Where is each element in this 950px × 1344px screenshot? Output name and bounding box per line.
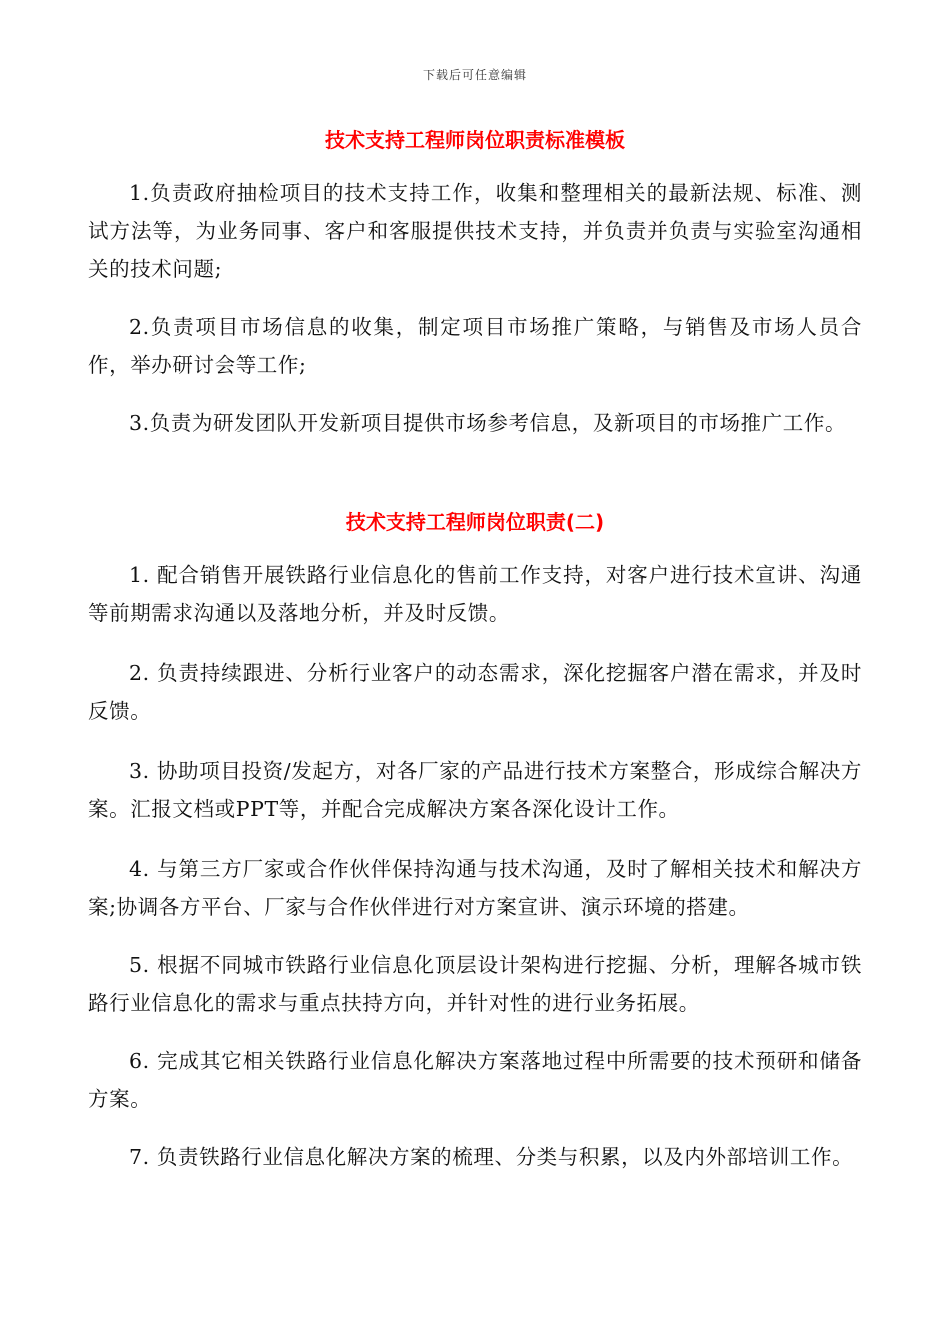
section-2-paragraph-1: 1. 配合销售开展铁路行业信息化的售前工作支持，对客户进行技术宣讲、沟通等前期需求沟通以及落地分析，并及时反馈。 [88, 563, 862, 625]
section-2-paragraph-2: 2. 负责持续跟进、分析行业客户的动态需求，深化挖掘客户潜在需求，并及时反馈。 [88, 661, 862, 723]
section-title-1: 技术支持工程师岗位职责标准模板 [325, 128, 625, 152]
section-1-paragraph-2: 2.负责项目市场信息的收集，制定项目市场推广策略，与销售及市场人员合作，举办研讨会等工作; [88, 315, 862, 377]
section-2-paragraph-3: 3. 协助项目投资/发起方，对各厂家的产品进行技术方案整合，形成综合解决方案。汇报文档或PPT等，并配合完成解决方案各深化设计工作。 [88, 759, 862, 821]
section-1-paragraph-3: 3.负责为研发团队开发新项目提供市场参考信息，及新项目的市场推广工作。 [129, 411, 847, 435]
section-1-paragraph-1: 1.负责政府抽检项目的技术支持工作，收集和整理相关的最新法规、标准、测试方法等，为业务同事、客户和客服提供技术支持，并负责并负责与实验室沟通相关的技术问题; [88, 181, 862, 281]
section-2-paragraph-4: 4. 与第三方厂家或合作伙伴保持沟通与技术沟通，及时了解相关技术和解决方案;协调各方平台、厂家与合作伙伴进行对方案宣讲、演示环境的搭建。 [88, 857, 862, 919]
section-2-paragraph-7: 7. 负责铁路行业信息化解决方案的梳理、分类与积累，以及内外部培训工作。 [129, 1145, 854, 1169]
section-2-paragraph-5: 5. 根据不同城市铁路行业信息化顶层设计架构进行挖掘、分析，理解各城市铁路行业信息化的需求与重点扶持方向，并针对性的进行业务拓展。 [88, 953, 862, 1015]
header-note: 下载后可任意编辑 [422, 68, 527, 82]
section-title-2: 技术支持工程师岗位职责(二) [345, 510, 605, 534]
section-2-paragraph-6: 6. 完成其它相关铁路行业信息化解决方案落地过程中所需要的技术预研和储备方案。 [88, 1049, 862, 1111]
